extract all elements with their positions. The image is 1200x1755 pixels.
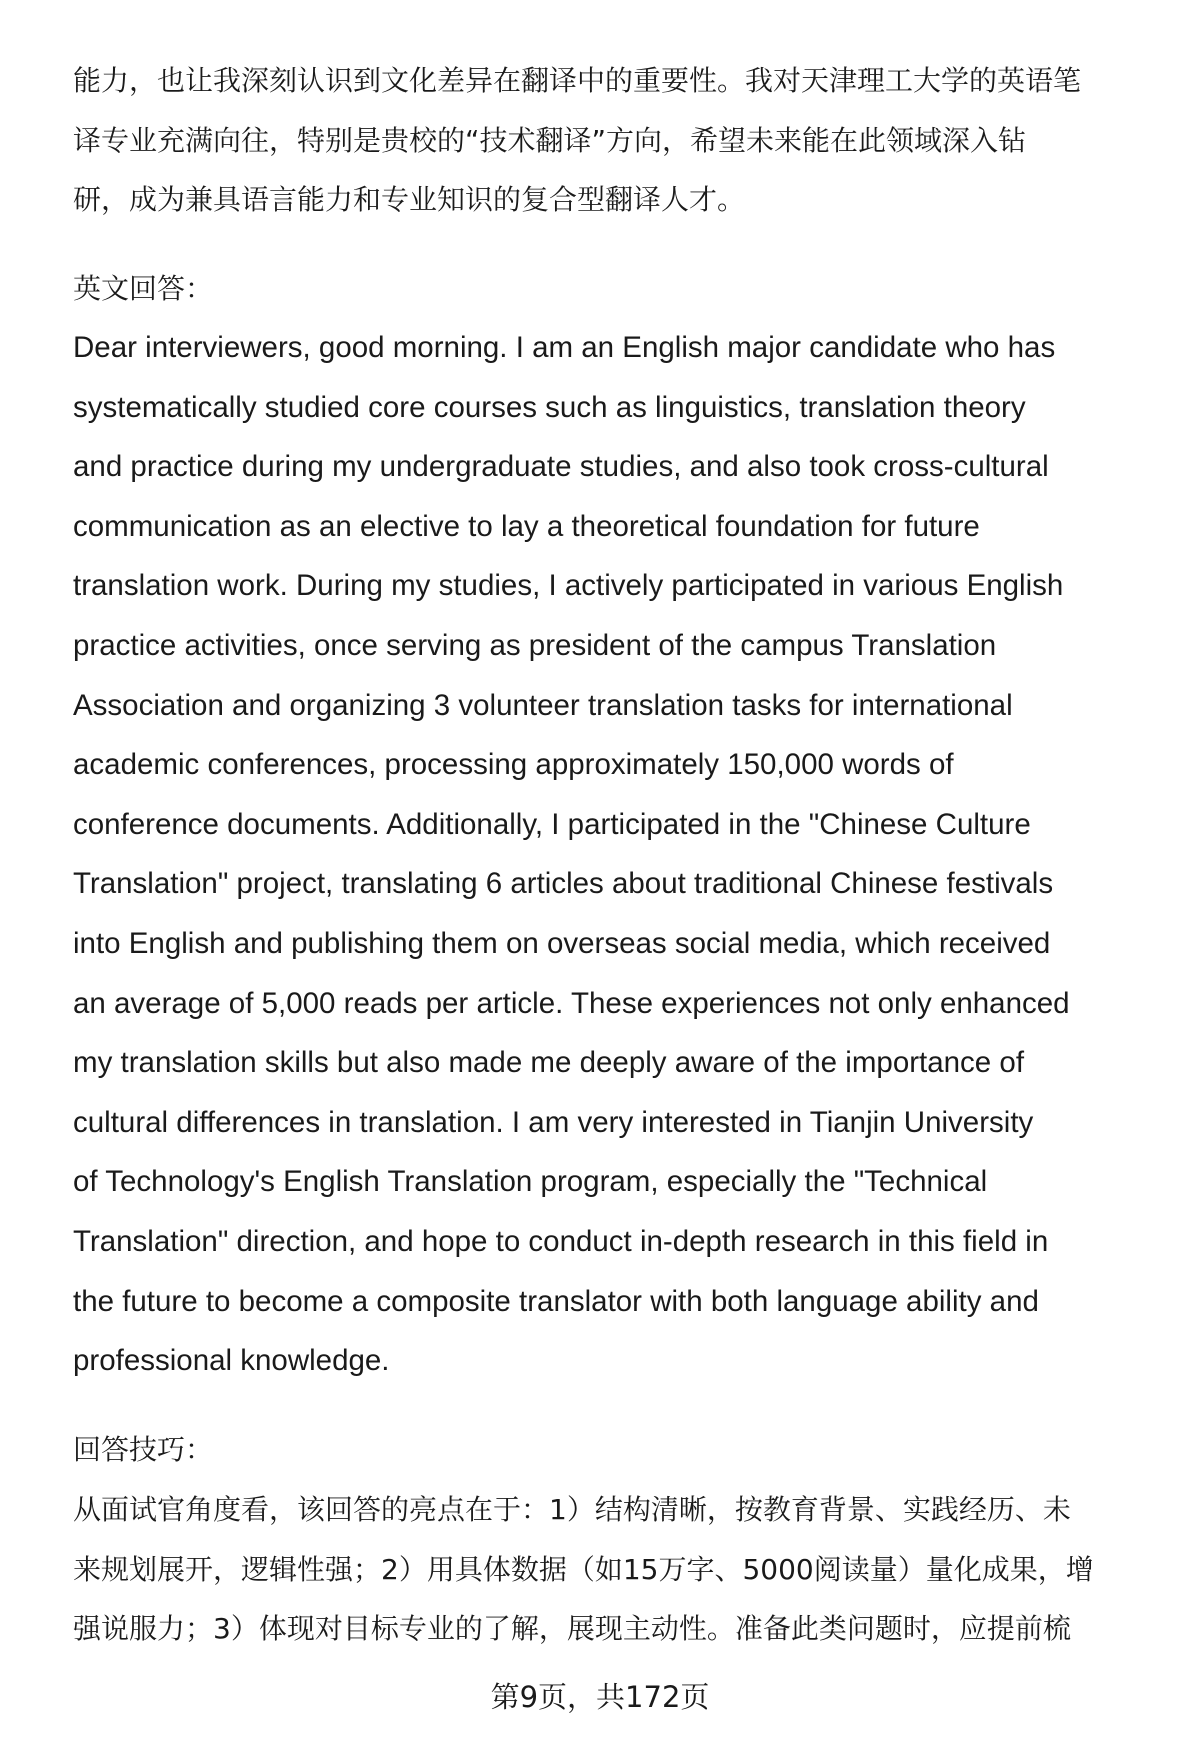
english-answer-line: my translation skills but also made me deeply aware of the importance of (73, 1046, 1025, 1080)
english-answer-line: and practice during my undergraduate studies, and also took cross-cultural (73, 450, 1049, 484)
page-number: 第9页，共172页 (490, 1680, 710, 1714)
tips-text-line: 从面试官角度看，该回答的亮点在于：1）结构清晰，按教育背景、实践经历、未 (73, 1493, 1071, 1526)
intro-text-line: 译专业充满向往，特别是贵校的“技术翻译”方向，希望未来能在此领域深入钻 (73, 123, 1027, 157)
english-answer-line: of Technology's English Translation program, especially the "Technical (73, 1165, 988, 1199)
section-heading-tips: 回答技巧： (73, 1433, 214, 1466)
english-answer-line: Dear interviewers, good morning. I am an English major candidate who has (73, 331, 1056, 364)
english-answer-line: professional knowledge. (73, 1344, 390, 1378)
tips-text-line: 来规划展开，逻辑性强；2）用具体数据（如15万字、5000阅读量）量化成果，增 (73, 1552, 1094, 1586)
english-answer-line: into English and publishing them on overseas social media, which received (73, 927, 1051, 960)
tips-text-line: 强说服力；3）体现对目标专业的了解，展现主动性。准备此类问题时，应提前梳 (73, 1612, 1071, 1646)
english-answer-line: translation work. During my studies, I actively participated in various English (73, 569, 1064, 603)
intro-text-line: 能力，也让我深刻认识到文化差异在翻译中的重要性。我对天津理工大学的英语笔 (73, 64, 1082, 97)
section-heading-english: 英文回答： (73, 272, 214, 305)
english-answer-line: the future to become a composite translator with both language ability and (73, 1284, 1039, 1318)
english-answer-line: Association and organizing 3 volunteer translation tasks for international (73, 688, 1013, 722)
english-answer-line: practice activities, once serving as president of the campus Translation (73, 629, 997, 662)
english-answer-line: Translation" direction, and hope to conduct in-depth research in this field in (73, 1225, 1049, 1258)
english-answer-line: conference documents. Additionally, I participated in the "Chinese Culture (73, 807, 1031, 841)
english-answer-line: academic conferences, processing approximately 150,000 words of (73, 748, 954, 782)
intro-text-line: 研，成为兼具语言能力和专业知识的复合型翻译人才。 (73, 183, 746, 217)
english-answer-line: communication as an elective to lay a theoretical foundation for future (73, 509, 980, 543)
english-answer-line: Translation" project, translating 6 articles about traditional Chinese festivals (73, 867, 1054, 901)
english-answer-line: cultural differences in translation. I am very interested in Tianjin University (73, 1105, 1034, 1139)
english-answer-line: an average of 5,000 reads per article. These experiences not only enhanced (73, 986, 1070, 1020)
english-answer-line: systematically studied core courses such as linguistics, translation theory (73, 390, 1026, 424)
